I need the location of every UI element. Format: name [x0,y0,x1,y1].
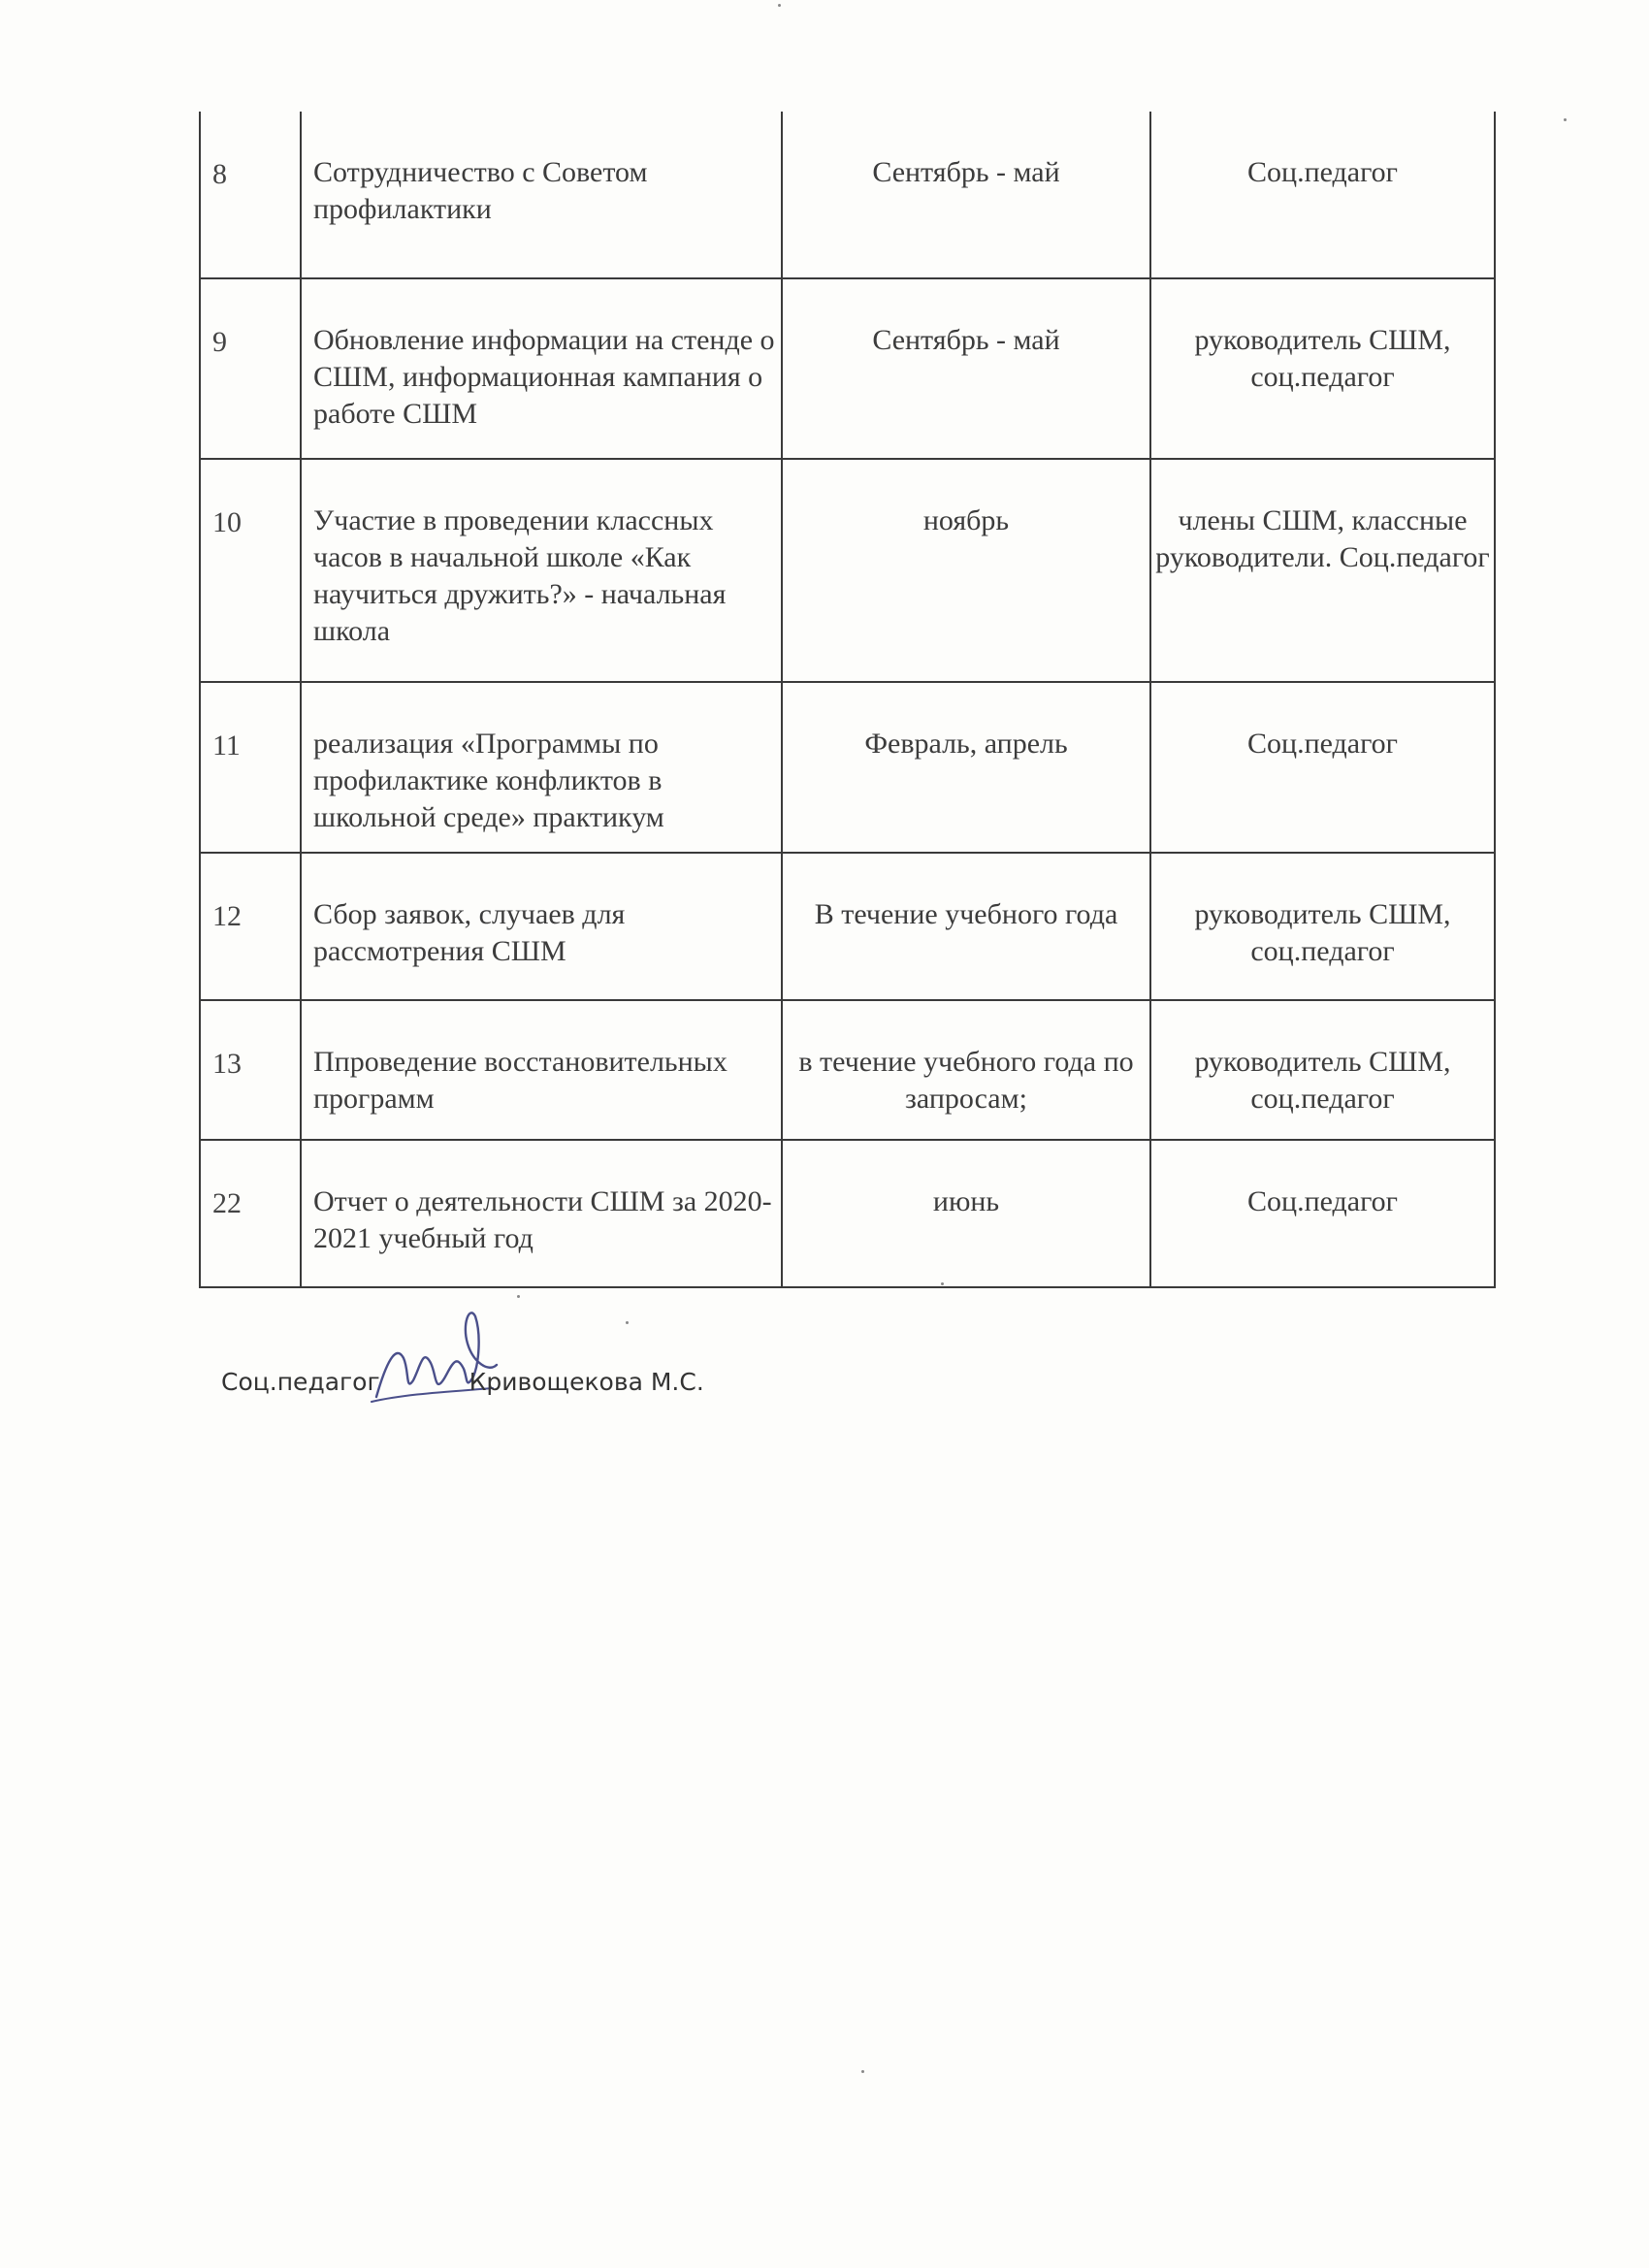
row-number: 10 [200,459,301,682]
row-event: реализация «Программы по профилактике конфликтов в школьной среде» практикум [301,682,782,853]
row-number: 12 [200,853,301,1000]
row-number: 8 [200,112,301,278]
signature-line [221,1368,704,1396]
table-row [200,278,1495,459]
activity-plan-table [199,112,1496,1288]
row-date: Сентябрь - май [782,278,1150,459]
row-number: 13 [200,1000,301,1140]
table-row [200,112,1495,278]
row-responsible: руководитель СШМ, соц.педагог [1150,278,1495,459]
row-event: Отчет о деятельности СШМ за 2020-2021 учебный год [301,1140,782,1287]
row-event: Сбор заявок, случаев для рассмотрения СШМ [301,853,782,1000]
row-event: Участие в проведении классных часов в начальной школе «Как научиться дружить?» - начальная школа [301,459,782,682]
scan-speck [517,1295,520,1298]
row-responsible: руководитель СШМ, соц.педагог [1150,1000,1495,1140]
row-event: Ппроведение восстановительных программ [301,1000,782,1140]
table-row [200,1000,1495,1140]
signature-name: Кривощекова М.С. [469,1368,704,1396]
table-row [200,853,1495,1000]
row-date: июнь [782,1140,1150,1287]
row-event: Сотрудничество с Советом профилактики [301,112,782,278]
row-responsible: Соц.педагог [1150,1140,1495,1287]
scan-speck [626,1321,629,1324]
scan-speck [778,4,781,7]
row-responsible: члены СШМ, классные руководители. Соц.педагог [1150,459,1495,682]
table-body [200,112,1495,1287]
row-date: Сентябрь - май [782,112,1150,278]
row-responsible: Соц.педагог [1150,112,1495,278]
scan-speck [941,1282,944,1285]
row-number: 11 [200,682,301,853]
row-number: 22 [200,1140,301,1287]
signature-role: Соц.педагог [221,1368,380,1396]
row-event: Обновление информации на стенде о СШМ, информационная кампания о работе СШМ [301,278,782,459]
table-row [200,459,1495,682]
row-date: Февраль, апрель [782,682,1150,853]
table-row [200,1140,1495,1287]
row-date: В течение учебного года [782,853,1150,1000]
scan-speck [1564,118,1567,121]
row-responsible: руководитель СШМ, соц.педагог [1150,853,1495,1000]
row-responsible: Соц.педагог [1150,682,1495,853]
table-row [200,682,1495,853]
scan-speck [861,2070,864,2073]
handwritten-signature [367,1305,502,1421]
row-date: ноябрь [782,459,1150,682]
row-date: в течение учебного года по запросам; [782,1000,1150,1140]
row-number: 9 [200,278,301,459]
